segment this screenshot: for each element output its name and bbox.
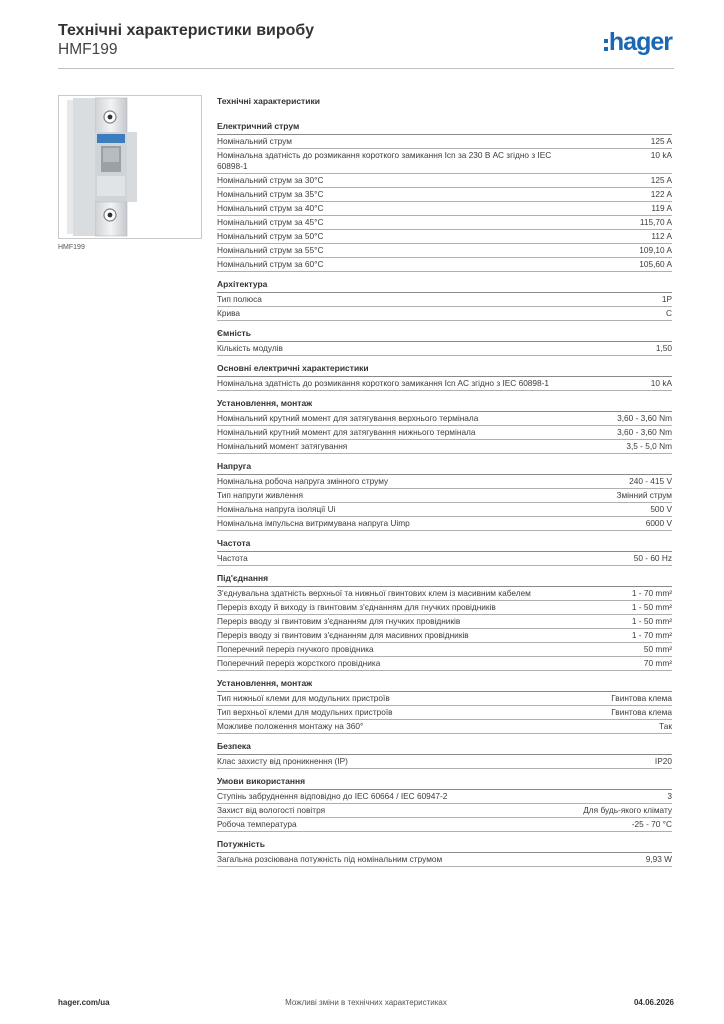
section-title: Умови використання bbox=[217, 775, 672, 790]
page-footer bbox=[58, 998, 674, 1010]
section-title: Частота bbox=[217, 537, 672, 552]
spec-value: 6000 V bbox=[645, 518, 672, 528]
spec-label: Номінальний струм за 50°C bbox=[217, 231, 324, 241]
spec-label: Номінальна здатність до розмикання короткого замикання Icn AC згідно з IEC 60898-1 bbox=[217, 378, 550, 388]
spec-row bbox=[217, 475, 672, 489]
footer-note: Можливі зміни в технічних характеристиках bbox=[285, 998, 447, 1007]
spec-value: 125 A bbox=[650, 136, 672, 146]
spec-row bbox=[217, 643, 672, 657]
spec-section bbox=[217, 537, 672, 566]
spec-row bbox=[217, 149, 672, 174]
spec-label: Поперечний переріз гнучкого провідника bbox=[217, 644, 374, 654]
spec-row bbox=[217, 692, 672, 706]
spec-row bbox=[217, 135, 672, 149]
spec-label: Номінальна імпульсна витримувана напруга Uimp bbox=[217, 518, 410, 528]
header-divider bbox=[58, 68, 674, 69]
spec-label: Робоча температура bbox=[217, 819, 297, 829]
spec-value: 112 A bbox=[651, 231, 672, 241]
logo-text: hager bbox=[608, 28, 672, 56]
spec-value: Так bbox=[659, 721, 672, 731]
spec-label: Номінальний струм bbox=[217, 136, 292, 146]
section-title: Потужність bbox=[217, 838, 672, 853]
circuit-breaker-photo-icon bbox=[59, 96, 201, 238]
spec-row bbox=[217, 342, 672, 356]
spec-value: Гвинтова клема bbox=[611, 707, 672, 717]
spec-value: 109,10 A bbox=[639, 245, 672, 255]
spec-label: Поперечний переріз жорсткого провідника bbox=[217, 658, 381, 668]
product-code: HMF199 bbox=[58, 41, 118, 58]
spec-label: Номінальний струм за 55°C bbox=[217, 245, 324, 255]
spec-row bbox=[217, 440, 672, 454]
spec-label: З'єднувальна здатність верхньої та нижньої гвинтових клем із масивним кабелем bbox=[217, 588, 531, 598]
spec-value: 122 A bbox=[650, 189, 672, 199]
spec-section bbox=[217, 278, 672, 321]
spec-value: 500 V bbox=[650, 504, 672, 514]
spec-row bbox=[217, 517, 672, 531]
spec-value: 10 kA bbox=[650, 378, 672, 388]
spec-section bbox=[217, 740, 672, 769]
spec-label: Можливе положення монтажу на 360° bbox=[217, 721, 364, 731]
spec-row bbox=[217, 818, 672, 832]
spec-row bbox=[217, 230, 672, 244]
spec-row bbox=[217, 174, 672, 188]
spec-value: 50 mm² bbox=[643, 644, 672, 654]
spec-row bbox=[217, 552, 672, 566]
spec-label: Переріз вводу зі гвинтовим з'єднанням для масивних провідників bbox=[217, 630, 469, 640]
spec-row bbox=[217, 587, 672, 601]
spec-label: Номінальний струм за 45°C bbox=[217, 217, 324, 227]
spec-value: 70 mm² bbox=[643, 658, 672, 668]
spec-row bbox=[217, 755, 672, 769]
spec-section bbox=[217, 677, 672, 734]
spec-row bbox=[217, 426, 672, 440]
spec-section bbox=[217, 572, 672, 671]
section-title: Електричний струм bbox=[217, 120, 672, 135]
spec-section bbox=[217, 362, 672, 391]
spec-label: Ступінь забруднення відповідно до IEC 60664 / IEC 60947-2 bbox=[217, 791, 448, 801]
spec-value: Змінний струм bbox=[616, 490, 672, 500]
page-header bbox=[58, 22, 674, 70]
logo-colon-icon bbox=[604, 39, 608, 51]
spec-value: 3 bbox=[667, 791, 672, 801]
spec-row bbox=[217, 258, 672, 272]
section-title: Напруга bbox=[217, 460, 672, 475]
spec-row bbox=[217, 657, 672, 671]
spec-value: 125 A bbox=[650, 175, 672, 185]
spec-value: 1 - 70 mm² bbox=[631, 588, 672, 598]
spec-value: 1 - 70 mm² bbox=[631, 630, 672, 640]
spec-label: Переріз входу й виходу із гвинтовим з'єднанням для гнучких провідників bbox=[217, 602, 496, 612]
spec-value: 1,50 bbox=[655, 343, 672, 353]
section-title: Під'єднання bbox=[217, 572, 672, 587]
spec-value: Для будь-якого клімату bbox=[583, 805, 672, 815]
spec-row bbox=[217, 216, 672, 230]
spec-row bbox=[217, 804, 672, 818]
spec-value: 3,5 - 5,0 Nm bbox=[626, 441, 672, 451]
section-title: Установлення, монтаж bbox=[217, 397, 672, 412]
spec-row bbox=[217, 706, 672, 720]
spec-label: Захист від вологості повітря bbox=[217, 805, 326, 815]
spec-row bbox=[217, 853, 672, 867]
product-photo bbox=[58, 95, 202, 239]
spec-row bbox=[217, 790, 672, 804]
spec-label: Номінальний момент затягування bbox=[217, 441, 348, 451]
spec-value: 115,70 A bbox=[639, 217, 672, 227]
section-title: Основні електричні характеристики bbox=[217, 362, 672, 377]
spec-value: 240 - 415 V bbox=[629, 476, 672, 486]
spec-value: 105,60 A bbox=[639, 259, 672, 269]
spec-content bbox=[217, 96, 672, 873]
spec-row bbox=[217, 377, 672, 391]
spec-section bbox=[217, 327, 672, 356]
spec-section bbox=[217, 397, 672, 454]
document-title: Технічні характеристики bbox=[217, 96, 320, 106]
footer-date: 04.06.2026 bbox=[633, 998, 674, 1007]
spec-row bbox=[217, 615, 672, 629]
spec-label: Переріз вводу зі гвинтовим з'єднанням для гнучких провідників bbox=[217, 616, 461, 626]
spec-label: Крива bbox=[217, 308, 241, 318]
spec-value: 3,60 - 3,60 Nm bbox=[617, 413, 672, 423]
spec-label: Номінальний струм за 30°C bbox=[217, 175, 324, 185]
spec-row bbox=[217, 629, 672, 643]
page-title: Технічні характеристики виробу bbox=[58, 22, 314, 39]
hager-logo bbox=[604, 28, 672, 57]
spec-value: C bbox=[666, 308, 672, 318]
section-title: Ємність bbox=[217, 327, 672, 342]
spec-label: Тип напруги живлення bbox=[217, 490, 303, 500]
spec-row bbox=[217, 720, 672, 734]
spec-label: Клас захисту від проникнення (IP) bbox=[217, 756, 348, 766]
spec-label: Номінальний струм за 60°C bbox=[217, 259, 324, 269]
spec-value: 1 - 50 mm² bbox=[631, 602, 672, 612]
spec-label: Номінальний струм за 40°C bbox=[217, 203, 324, 213]
spec-label: Номінальний струм за 35°C bbox=[217, 189, 324, 199]
spec-label: Тип нижньої клеми для модульних пристроїв bbox=[217, 693, 390, 703]
spec-value: 10 kA bbox=[650, 150, 672, 160]
spec-label: Тип верхньої клеми для модульних пристроїв bbox=[217, 707, 393, 717]
spec-row bbox=[217, 412, 672, 426]
section-title: Безпека bbox=[217, 740, 672, 755]
spec-row bbox=[217, 293, 672, 307]
spec-row bbox=[217, 489, 672, 503]
section-title: Установлення, монтаж bbox=[217, 677, 672, 692]
spec-row bbox=[217, 307, 672, 321]
photo-caption: HMF199 bbox=[58, 244, 85, 251]
section-title: Архітектура bbox=[217, 278, 672, 293]
spec-label: Номінальна здатність до розмикання короткого замикання Icn за 230 В АС згідно з IEC 60898-1 bbox=[217, 150, 552, 171]
spec-value: IP20 bbox=[654, 756, 672, 766]
spec-value: 119 A bbox=[651, 203, 672, 213]
spec-row bbox=[217, 244, 672, 258]
spec-label: Загальна розсіювана потужність під номінальним струмом bbox=[217, 854, 443, 864]
spec-section bbox=[217, 460, 672, 531]
spec-label: Кількість модулів bbox=[217, 343, 283, 353]
spec-sections bbox=[217, 120, 672, 867]
spec-label: Номінальний крутний момент для затягування нижнього термінала bbox=[217, 427, 476, 437]
spec-row bbox=[217, 202, 672, 216]
footer-website-link[interactable]: hager.com/ua bbox=[58, 998, 110, 1007]
spec-row bbox=[217, 188, 672, 202]
spec-value: 1 - 50 mm² bbox=[631, 616, 672, 626]
spec-section bbox=[217, 775, 672, 832]
spec-label: Тип полюса bbox=[217, 294, 262, 304]
spec-value: 1P bbox=[661, 294, 672, 304]
spec-row bbox=[217, 601, 672, 615]
spec-label: Номінальний крутний момент для затягування верхнього термінала bbox=[217, 413, 479, 423]
spec-label: Частота bbox=[217, 553, 248, 563]
spec-value: -25 - 70 °C bbox=[631, 819, 672, 829]
spec-section bbox=[217, 838, 672, 867]
spec-row bbox=[217, 503, 672, 517]
spec-value: 50 - 60 Hz bbox=[633, 553, 672, 563]
spec-value: 9,93 W bbox=[645, 854, 672, 864]
spec-value: 3,60 - 3,60 Nm bbox=[617, 427, 672, 437]
spec-section bbox=[217, 120, 672, 272]
spec-label: Номінальна напруга ізоляції Ui bbox=[217, 504, 336, 514]
spec-label: Номінальна робоча напруга змінного струму bbox=[217, 476, 389, 486]
spec-value: Гвинтова клема bbox=[611, 693, 672, 703]
